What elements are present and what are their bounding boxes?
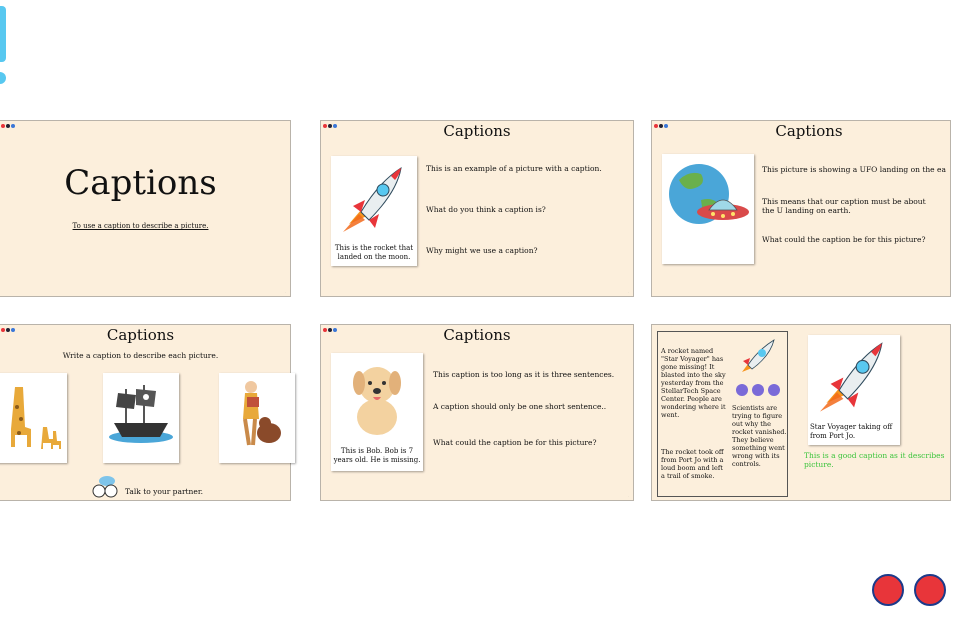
photo-caption: Star Voyager taking off from Port Jo. — [810, 423, 893, 440]
photo-frame — [331, 353, 423, 471]
slide-title: Captions — [106, 326, 175, 344]
story-box — [657, 331, 788, 497]
photo-frame-giraffe — [0, 373, 67, 463]
photo-frame-explorer — [219, 373, 295, 463]
slide-title: Captions — [775, 122, 843, 140]
partner-prompt: Talk to your partner. — [125, 487, 203, 496]
rocket-icon — [734, 338, 778, 378]
slide-line-3: Why might we use a caption? — [426, 246, 538, 255]
slide-line-1: This caption is too long as it is three sentences. — [433, 370, 615, 379]
photo-frame — [662, 154, 754, 264]
slide-line-2: A caption should only be one short sentence.. — [433, 402, 607, 411]
slide-line-3: What could the caption be for this picture? — [433, 438, 597, 447]
puppy-icon — [337, 357, 417, 441]
good-caption-note: This is a good caption as it describes picture. — [804, 451, 945, 469]
photo-caption: This is Bob. Bob is 7 years old. He is missing. — [333, 447, 421, 464]
photo-frame — [331, 156, 417, 266]
ship-icon — [106, 379, 176, 449]
slide-title: Captions — [64, 163, 217, 203]
slide-line-1: This is an example of a picture with a caption. — [426, 164, 602, 173]
footer-text: · — [628, 290, 629, 294]
story-paragraph-2: The rocket took off from Port Jo with a loud boom and left a trail of smoke. — [661, 448, 724, 480]
slide-line-2: This means that our caption must be about the U landing on earth. — [762, 197, 926, 215]
exclamation-decoration — [0, 6, 8, 86]
talking-heads-icon — [89, 475, 121, 501]
rocket-icon — [339, 162, 409, 237]
story-paragraph-3: Scientists are trying to figure out why the rocket vanished. They believe something went wrong with its controls. — [732, 404, 787, 468]
slide-title: Captions — [443, 122, 511, 140]
logo — [1, 123, 15, 128]
slide-line-3: What could the caption be for this picture? — [762, 235, 926, 244]
slide-thumbnail-6[interactable] — [651, 324, 951, 501]
explorer-dog-icon — [223, 375, 293, 455]
slide-thumbnail-5[interactable] — [320, 324, 634, 501]
story-paragraph-1: A rocket named "Star Voyager" has gone missing! It blasted into the sky yesterday from the StellarTech Space Center. People are wondering where it went. — [661, 347, 726, 419]
photo-frame-ship — [103, 373, 179, 463]
slide-line-1: This picture is showing a UFO landing on the ea — [762, 165, 946, 174]
footer-text: · — [285, 290, 286, 294]
photo-frame — [808, 335, 900, 445]
ufo-earth-icon — [665, 158, 751, 238]
slide-line-2: What do you think a caption is? — [426, 205, 546, 214]
slide-thumbnail-4[interactable] — [0, 324, 291, 501]
slide-thumbnail-3[interactable] — [651, 120, 951, 297]
giraffe-icon — [0, 377, 65, 457]
rocket-icon — [814, 337, 892, 417]
blue-splat-icon — [732, 382, 786, 398]
slide-thumbnail-1[interactable] — [0, 120, 291, 297]
slide-title: Captions — [443, 326, 511, 344]
decorative-balls — [868, 570, 938, 610]
footer-text: · — [628, 494, 629, 498]
slide-instruction: Write a caption to describe each picture. — [62, 351, 219, 360]
photo-caption: This is the rocket that landed on the moon. — [334, 244, 414, 261]
slide-subtitle: To use a caption to describe a picture. — [72, 222, 209, 230]
slide-thumbnail-2[interactable] — [320, 120, 634, 297]
